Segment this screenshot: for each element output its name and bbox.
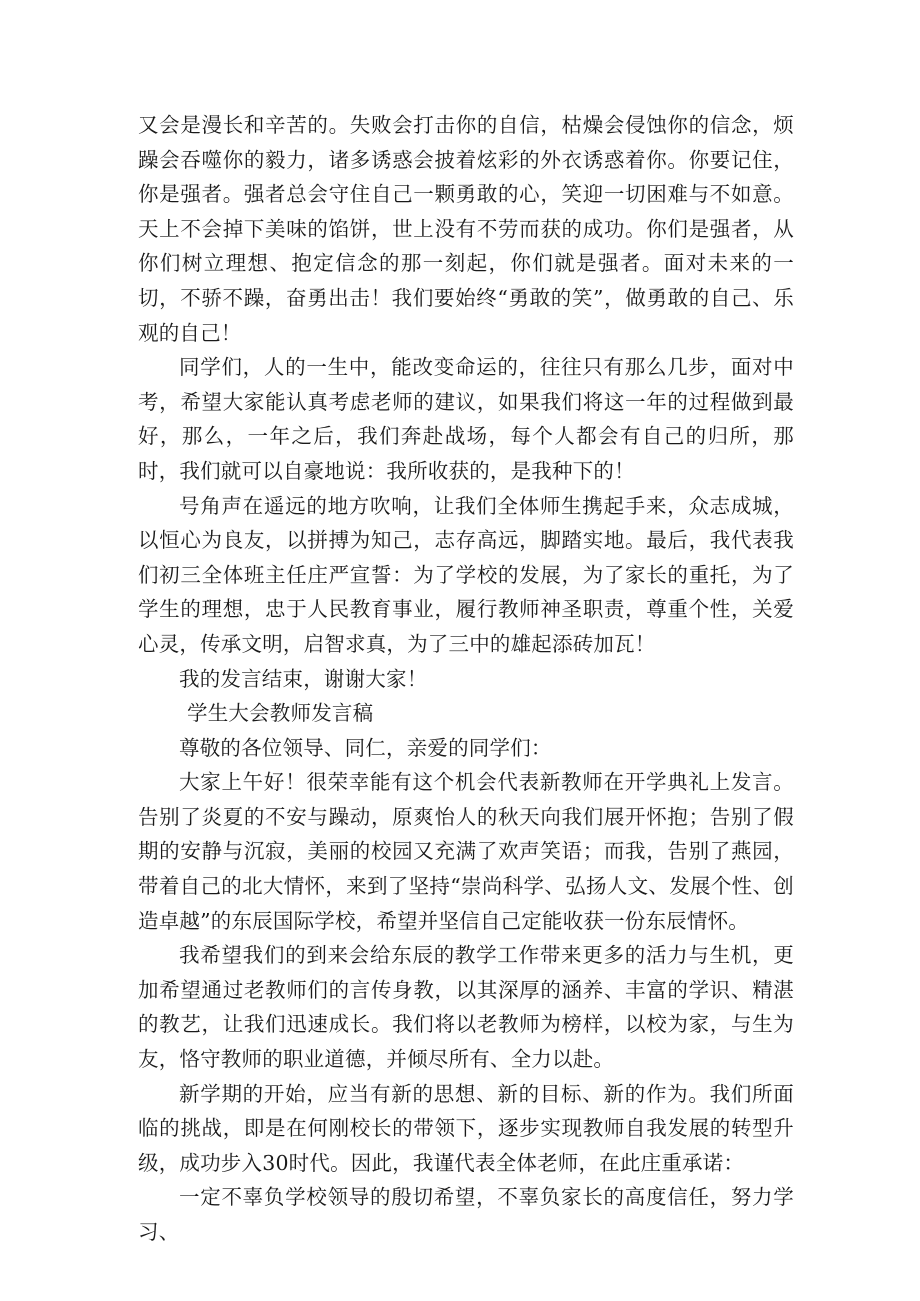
paragraph-continuation: 又会是漫长和辛苦的。失败会打击你的自信，枯燥会侵蚀你的信念，烦躁会吞噬你的毅力，诸多诱惑会披着炫彩的外衣诱惑着你。你要记住，你是强者。强者总会守住自己一颗勇敢的心，笑迎一切困难与不如意。天上不会掉下美味的馅饼，世上没有不劳而获的成功。你们是强者，从你们树立理想、抱定信念的那一刻起，你们就是强者。面对未来的一切，不骄不躁，奋勇出击！我们要始终“勇敢的笑”，做勇敢的自己、乐观的自己！	[138, 113, 794, 345]
paragraph-greeting: 大家上午好！很荣幸能有这个机会代表新教师在开学典礼上发言。告别了炎夏的不安与躁动，原爽怡人的秋天向我们展开怀抱；告别了假期的安静与沉寂，美丽的校园又充满了欢声笑语；而我，告别了燕园，带着自己的北大情怀，来到了坚持“崇尚科学、弘扬人文、发展个性、创造卓越”的东辰国际学校，希望并坚信自己定能收获一份东辰情怀。	[138, 770, 794, 933]
paragraph-salutation: 尊敬的各位领导、同仁，亲爱的同学们：	[179, 735, 552, 760]
paragraph-oath: 号角声在遥远的地方吹响，让我们全体师生携起手来，众志成城，以恒心为良友，以拼搏为知己，志存高远，脚踏实地。最后，我代表我们初三全体班主任庄严宣誓：为了学校的发展，为了家长的重托，为了学生的理想，忠于人民教育事业，履行教师神圣职责，尊重个性，关爱心灵，传承文明，启智求真，为了三中的雄起添砖加瓦！	[138, 493, 794, 656]
paragraph-hope: 我希望我们的到来会给东辰的教学工作带来更多的活力与生机，更加希望通过老教师们的言传身教，以其深厚的涵养、丰富的学识、精湛的教艺，让我们迅速成长。我们将以老教师为榜样，以校为家，与生为友，恪守教师的职业道德，并倾尽所有、全力以赴。	[138, 943, 794, 1072]
document-body	[138, 108, 794, 1250]
paragraph-new-semester: 新学期的开始，应当有新的思想、新的目标、新的作为。我们所面临的挑战，即是在何刚校长的带领下，逐步实现教师自我发展的转型升级，成功步入30时代。因此，我谨代表全体老师，在此庄重承诺：	[138, 1081, 794, 1175]
paragraph-classmates: 同学们，人的一生中，能改变命运的，往往只有那么几步，面对中考，希望大家能认真考虑老师的建议，如果我们将这一年的过程做到最好，那么，一年之后，我们奔赴战场，每个人都会有自己的归所，那时，我们就可以自豪地说：我所收获的，是我种下的！	[138, 355, 794, 483]
paragraph-closing: 我的发言结束，谢谢大家！	[179, 666, 428, 691]
paragraph-promise: 一定不辜负学校领导的殷切希望，不辜负家长的高度信任，努力学习、	[138, 1185, 794, 1244]
section-title: 学生大会教师发言稿	[187, 701, 374, 726]
